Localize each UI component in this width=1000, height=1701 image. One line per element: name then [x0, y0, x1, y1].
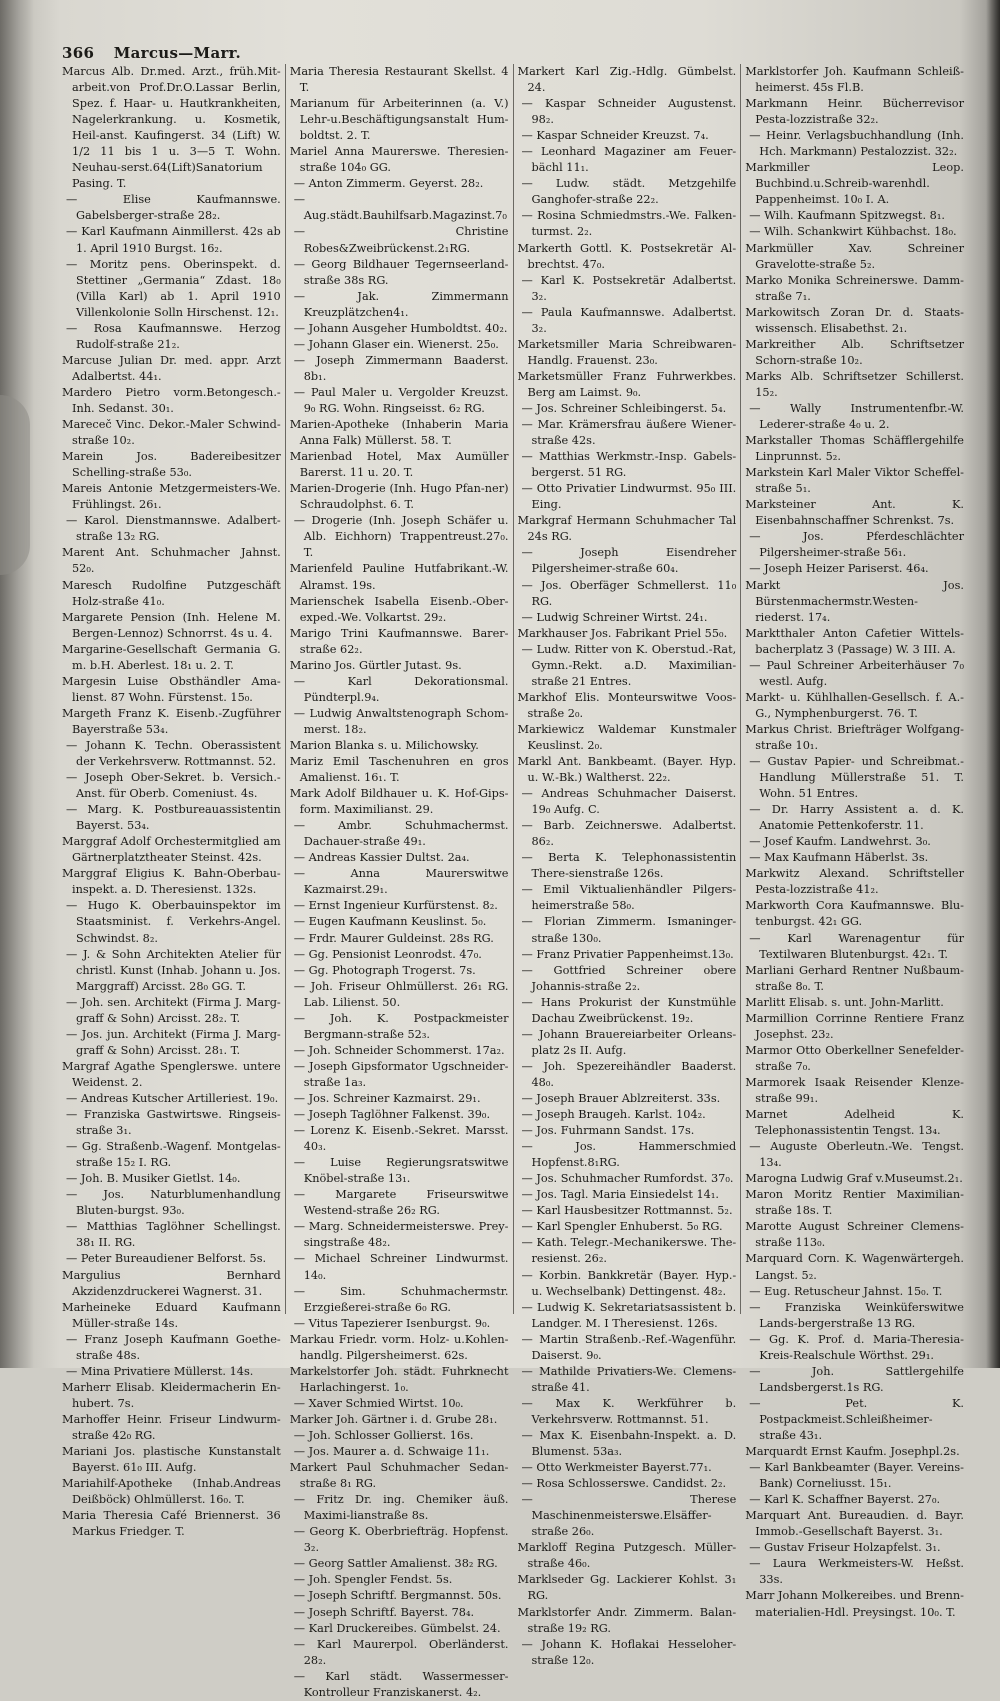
- directory-entry: Marcuse Julian Dr. med. appr. Arzt Adalbertst. 44₁.: [62, 353, 281, 383]
- directory-entry: — Karl Hausbesitzer Rottmannst. 5₂.: [521, 1204, 733, 1218]
- directory-entry: Marotte August Schreiner Clemens-straße 113₀.: [745, 1220, 964, 1250]
- spine-shadow: [0, 0, 34, 1368]
- directory-entry: Marko Monika Schreinerswe. Damm-straße 7₁.: [745, 273, 964, 303]
- directory-entry: — Jos. Maurer a. d. Schwaige 11₁.: [293, 1445, 490, 1459]
- directory-entry: — Wilh. Schankwirt Kühbachst. 18₀.: [749, 225, 957, 239]
- directory-entry: — Anna Maurerswitwe Kazmairst.29₁.: [293, 867, 509, 897]
- directory-entry: — Josef Kaufm. Landwehrst. 3₀.: [749, 835, 931, 849]
- directory-entry: — Therese Maschinenmeisterswe.Elsäffer-straße 26₀.: [521, 1493, 737, 1539]
- directory-entry: — Max Kaufmann Häberlst. 3s.: [749, 851, 929, 865]
- directory-entry: — Kath. Telegr.-Mechanikerswe. The-resienst. 26₂.: [521, 1236, 737, 1266]
- directory-entry: — Luise Regierungsratswitwe Knöbel-straße 13₁.: [293, 1156, 509, 1186]
- directory-entry: — Aug.städt.Bauhilfsarb.Magazinst.7₀: [293, 193, 507, 223]
- directory-entry: — Johann Glaser ein. Wienerst. 25₀.: [293, 337, 499, 351]
- directory-entry: — Gg. Straßenb.-Wagenf. Montgelas-straße 15₂ I. RG.: [66, 1140, 281, 1170]
- directory-entry: Mariani Jos. plastische Kunstanstalt Bayerst. 61₀ III. Aufg.: [62, 1445, 281, 1475]
- column-4: [740, 64, 964, 1619]
- binding-tab: [0, 395, 30, 575]
- directory-entry: — Joh. Schlosser Gollierst. 16s.: [293, 1428, 474, 1442]
- directory-entry: — Johann K. Hoflakai Hesseloher-straße 12₀.: [521, 1637, 737, 1667]
- directory-entry: Markiewicz Waldemar Kunstmaler Keuslinst. 2₀.: [517, 722, 737, 752]
- directory-entry: — Joh. Spengler Fendst. 5s.: [293, 1573, 453, 1587]
- directory-entry: — Joseph Gipsformator Ugschneider-straße 1a₃.: [293, 1059, 509, 1089]
- directory-entry: — Peter Bureaudiener Belforst. 5s.: [66, 1252, 267, 1266]
- directory-entry: Marienbad Hotel, Max Aumüller Barerst. 11 u. 20. T.: [289, 450, 509, 480]
- directory-entry: — Matthias Werkmstr.-Insp. Gabels-bergerst. 51 RG.: [521, 450, 737, 480]
- directory-entry: — Karl Kaufmann Ainmillerst. 42s ab 1. April 1910 Burgst. 16₂.: [66, 225, 281, 255]
- directory-entry: — Joseph Ober-Sekret. b. Versich.-Anst. für Oberb. Comeniust. 4s.: [66, 771, 281, 801]
- directory-entry: — Ludw. städt. Metzgehilfe Ganghofer-straße 22₂.: [521, 177, 737, 207]
- directory-entry: — Jos. Oberfäger Schmellerst. 11₀ RG.: [521, 578, 737, 608]
- directory-entry: Marklstorfer Joh. Kaufmann Schleiß-heimerst. 45s Fl.B.: [745, 65, 964, 95]
- directory-entry: — Christine Robes&Zweibrückenst.2₁RG.: [293, 225, 509, 255]
- directory-entry: — Karl Warenagentur für Textilwaren Blutenburgst. 42₁. T.: [749, 931, 964, 961]
- directory-entry: — Georg Bildhauer Tegernseerland-straße 38s RG.: [293, 257, 509, 287]
- directory-entry: — Leonhard Magaziner am Feuer-bächl 11₁.: [521, 145, 737, 175]
- directory-entry: — Karl K. Schaffner Bayerst. 27₀.: [749, 1493, 941, 1507]
- directory-entry: Marr Johann Molkereibes. und Brenn-materialien-Hdl. Preysingst. 10₀. T.: [745, 1589, 964, 1619]
- directory-entry: — Laura Werkmeisters-W. Heßst. 33s.: [749, 1557, 964, 1587]
- directory-entry: — Franz Privatier Pappenheimst.13₀.: [521, 947, 734, 961]
- directory-entry: — Joh. B. Musiker Gietlst. 14₀.: [66, 1172, 241, 1186]
- directory-entry: — Jos. Schuhmacher Rumfordst. 37₀.: [521, 1172, 734, 1186]
- directory-entry: Markstein Karl Maler Viktor Scheffel-straße 5₁.: [745, 466, 964, 496]
- directory-entry: — Franziska Gastwirtswe. Ringseis-straße 3₁.: [66, 1108, 281, 1138]
- directory-entry: — Kaspar Schneider Kreuzst. 7₄.: [521, 129, 709, 143]
- directory-entry: Marheineke Eduard Kaufmann Müller-straße 14s.: [62, 1300, 281, 1330]
- directory-entry: — Joseph Taglöhner Falkenst. 39₀.: [293, 1108, 491, 1122]
- directory-entry: Margesin Luise Obsthändler Ama-lienst. 87 Wohn. Fürstenst. 15₀.: [62, 674, 281, 704]
- directory-entry: — Frdr. Maurer Guldeinst. 28s RG.: [293, 931, 494, 945]
- directory-entry: — Karl Dekorationsmal. Pündterpl.9₄.: [293, 674, 509, 704]
- directory-entry: Marienschek Isabella Eisenb.-Ober-exped.-We. Volkartst. 29₂.: [289, 594, 509, 624]
- directory-entry: Marhoffer Heinr. Friseur Lindwurm-straße 42₀ RG.: [62, 1412, 281, 1442]
- directory-entry: Margarete Pension (Inh. Helene M. Bergen-Lennoz) Schnorrst. 4s u. 4.: [62, 610, 281, 640]
- directory-entry: — Joseph Heizer Pariserst. 46₄.: [749, 562, 929, 576]
- directory-entry: Marcus Alb. Dr.med. Arzt., früh.Mit-arbeit.von Prof.Dr.O.Lassar Berlin, Spez. f. Haar- u. Hautkrankheiten, Nagelerkrankung. u. Kosmetik, Heil-anst. Kaufingerst. 34 (Lift) W. 1/2 11 bis 1 u. 3—5 T. Wohn. Neuhau-serst.64(Lift)Sanatorium Pasing. T.: [62, 65, 281, 191]
- directory-entry: Markl Ant. Bankbeamt. (Bayer. Hyp. u. W.-Bk.) Waltherst. 22₂.: [517, 755, 737, 785]
- directory-entry: Margeth Franz K. Eisenb.-Zugführer Bayerstraße 53₄.: [62, 706, 281, 736]
- directory-entry: Marklstorfer Andr. Zimmerm. Balan-straße 19₂ RG.: [517, 1605, 737, 1635]
- directory-entry: — Franziska Weinküferswitwe Lands-bergerstraße 13 RG.: [749, 1300, 964, 1330]
- directory-entry: — Elise Kaufmannswe. Gabelsberger-straße 28₂.: [66, 193, 281, 223]
- directory-entry: — Johann K. Techn. Oberassistent der Verkehrsverw. Rottmannst. 52.: [66, 738, 281, 769]
- directory-entry: — Karl städt. Wassermesser-Kontrolleur Franziskanerst. 4₂.: [293, 1669, 509, 1699]
- directory-entry: Marent Ant. Schuhmacher Jahnst. 52₀.: [62, 546, 281, 576]
- directory-entry: Marianum für Arbeiterinnen (a. V.) Lehr-u.Beschäftigungsanstalt Hum-boldtst. 2. T.: [289, 97, 509, 143]
- directory-entry: Mariahilf-Apotheke (Inhab.Andreas Deißböck) Ohlmüllerst. 16₀. T.: [62, 1477, 281, 1507]
- directory-entry: — Joh. Friseur Ohlmüllerst. 26₁ RG. Lab. Lilienst. 50.: [293, 979, 509, 1009]
- directory-entry: Markowitsch Zoran Dr. d. Staats-wissensch. Elisabethst. 2₁.: [745, 305, 964, 335]
- directory-entry: — Gg. Photograph Trogerst. 7s.: [293, 963, 476, 977]
- directory-entry: — Jos. Fuhrmann Sandst. 17s.: [521, 1124, 695, 1138]
- directory-entry: — Max K. Werkführer b. Verkehrsverw. Rottmannst. 51.: [521, 1396, 737, 1426]
- directory-entry: Margarine-Gesellschaft Germania G. m. b.H. Aberlest. 18₁ u. 2. T.: [62, 642, 281, 672]
- directory-entry: — Joseph Braugeh. Karlst. 104₂.: [521, 1108, 706, 1122]
- directory-entry: Markhauser Jos. Fabrikant Priel 55₀.: [517, 626, 728, 640]
- directory-entry: — Mathilde Privatiers-We. Clemens-straße 41.: [521, 1364, 737, 1394]
- directory-entry: — Andreas Schuhmacher Daiserst. 19₀ Aufg. C.: [521, 787, 737, 817]
- directory-entry: Mareceč Vinc. Dekor.-Maler Schwind-straße 10₂.: [62, 418, 281, 448]
- directory-entry: Marksteiner Ant. K. Eisenbahnschaffner Schrenkst. 7s.: [745, 498, 964, 528]
- directory-entry: Marnet Adelheid K. Telephonassistentin Tengst. 13₄.: [745, 1108, 964, 1138]
- directory-entry: — Pet. K. Postpackmeist.Schleißheimer-straße 43₁.: [749, 1396, 964, 1442]
- directory-entry: Markgraf Hermann Schuhmacher Tal 24s RG.: [517, 514, 737, 544]
- directory-entry: Marlitt Elisab. s. unt. John-Marlitt.: [745, 995, 944, 1009]
- directory-entry: — Ludwig Anwaltstenograph Schom-merst. 18₂.: [293, 706, 509, 736]
- directory-entry: — Sim. Schuhmachermstr. Erzgießerei-straße 6₀ RG.: [293, 1284, 509, 1314]
- directory-entry: Marogna Ludwig Graf v.Museumst.2₁.: [745, 1172, 963, 1186]
- directory-entry: — Korbin. Bankkretär (Bayer. Hyp.- u. Wechselbank) Dettingenst. 48₂.: [521, 1268, 737, 1298]
- directory-entry: Marks Alb. Schriftsetzer Schillerst. 15₂.: [745, 369, 964, 399]
- directory-entry: Marino Jos. Gürtler Jutast. 9s.: [289, 658, 462, 672]
- directory-entry: — Jos. Hammerschmied Hopfenst.8₁RG.: [521, 1140, 737, 1170]
- directory-entry: Marien-Apotheke (Inhaberin Maria Anna Falk) Müllerst. 58. T.: [289, 418, 509, 448]
- directory-entry: Markmiller Leop. Buchbind.u.Schreib-warenhdl. Pappenheimst. 10₀ I. A.: [745, 161, 964, 207]
- directory-entry: Markert Paul Schuhmacher Sedan-straße 8₁ RG.: [289, 1461, 509, 1491]
- directory-entry: — Joh. K. Postpackmeister Bergmann-straße 52₃.: [293, 1011, 509, 1041]
- directory-entry: Maresch Rudolfine Putzgeschäft Holz-straße 41₀.: [62, 578, 281, 608]
- directory-entry: — Rosa Kaufmannswe. Herzog Rudolf-straße 21₂.: [66, 321, 281, 351]
- directory-entry: — Andreas Kassier Dultst. 2a₄.: [293, 851, 470, 865]
- directory-entry: — Karl Maurerpol. Oberländerst. 28₂.: [293, 1637, 509, 1667]
- directory-entry: — Matthias Taglöhner Schellingst. 38₁ II. RG.: [66, 1220, 281, 1250]
- directory-entry: — Joh. Schneider Schommerst. 17a₂.: [293, 1043, 505, 1057]
- directory-entry: Marion Blanka s. u. Milichowsky.: [289, 738, 479, 752]
- directory-entry: Marienfeld Pauline Hutfabrikant.-W. Alramst. 19s.: [289, 562, 509, 592]
- directory-entry: — Mar. Krämersfrau äußere Wiener-straße 42s.: [521, 418, 737, 448]
- directory-entry: — Dr. Harry Assistent a. d. K. Anatomie Pettenkoferstr. 11.: [749, 803, 964, 833]
- directory-entry: — Jos. jun. Architekt (Firma J. Marg-graff & Sohn) Arcisst. 28₁. T.: [66, 1027, 281, 1057]
- directory-entry: Markmüller Xav. Schreiner Gravelotte-straße 5₂.: [745, 241, 964, 271]
- directory-entry: — Franz Joseph Kaufmann Goethe-straße 48s.: [66, 1332, 281, 1362]
- page-number: 366: [62, 44, 95, 62]
- directory-entry: — Auguste Oberleutn.-We. Tengst. 13₄.: [749, 1140, 964, 1170]
- directory-entry: Marmor Otto Oberkellner Senefelder-straße 7₀.: [745, 1043, 964, 1073]
- directory-entry: — Mina Privatiere Müllerst. 14s.: [66, 1364, 254, 1378]
- directory-entry: — Jos. Naturblumenhandlung Bluten-burgst. 93₀.: [66, 1188, 281, 1218]
- directory-entry: — Michael Schreiner Lindwurmst. 14₀.: [293, 1252, 509, 1282]
- directory-entry: — Gottfried Schreiner obere Johannis-straße 2₂.: [521, 963, 737, 993]
- directory-entry: — Fritz Dr. ing. Chemiker äuß. Maximi-lianstraße 8s.: [293, 1493, 509, 1523]
- directory-entry: Markelstorfer Joh. städt. Fuhrknecht Harlachingerst. 1₀.: [289, 1364, 509, 1394]
- directory-entry: — Johann Brauereiarbeiter Orleans-platz 2s II. Aufg.: [521, 1027, 737, 1057]
- directory-entry: — Gustav Papier- und Schreibmat.-Handlung Müllerstraße 51. T. Wohn. 51 Entres.: [749, 755, 964, 801]
- directory-entry: — Ludw. Ritter von K. Oberstud.-Rat, Gymn.-Rekt. a.D. Maximilian-straße 21 Entres.: [521, 642, 737, 688]
- directory-entry: — Joh. Spezereihändler Baaderst. 48₀.: [521, 1059, 737, 1089]
- directory-entry: — Joseph Eisendreher Pilgersheimer-straße 60₄.: [521, 546, 737, 576]
- directory-entry: — Marg. K. Postbureauassistentin Bayerst. 53₄.: [66, 803, 281, 833]
- directory-entry: Markerth Gottl. K. Postsekretär Al-brechtst. 47₀.: [517, 241, 737, 271]
- directory-entry: Margraf Agathe Spenglerswe. untere Weidenst. 2.: [62, 1059, 281, 1089]
- directory-entry: Marien-Drogerie (Inh. Hugo Pfan-ner) Schraudolphst. 6. T.: [289, 482, 509, 512]
- directory-entry: Marggraf Adolf Orchestermitglied am Gärtnerplatztheater Steinst. 42s.: [62, 835, 281, 865]
- directory-entry: Markert Karl Zig.-Hdlg. Gümbelst. 24.: [517, 65, 737, 95]
- directory-entry: — Jos. Tagl. Maria Einsiedelst 14₁.: [521, 1188, 719, 1202]
- directory-entry: — Ernst Ingenieur Kurfürstenst. 8₂.: [293, 899, 498, 913]
- directory-entry: — Rosina Schmiedmstrs.-We. Falken-turmst. 2₂.: [521, 209, 737, 239]
- directory-entry: — Barb. Zeichnerswe. Adalbertst. 86₂.: [521, 819, 737, 849]
- directory-entry: — Karl K. Postsekretär Adalbertst. 3₂.: [521, 273, 737, 303]
- directory-entry: — Jos. Schreiner Kazmairst. 29₁.: [293, 1092, 481, 1105]
- directory-entry: — Xaver Schmied Wirtst. 10₀.: [293, 1396, 464, 1410]
- directory-entry: — Kaspar Schneider Augustenst. 98₂.: [521, 97, 737, 127]
- directory-entry: — Joh. sen. Architekt (Firma J. Marg-graff & Sohn) Arcisst. 28₂. T.: [66, 995, 281, 1025]
- directory-entry: — Hans Prokurist der Kunstmühle Dachau Zweibrückenst. 19₂.: [521, 995, 737, 1025]
- directory-entry: Marmorek Isaak Reisender Klenze-straße 99₁.: [745, 1075, 964, 1105]
- directory-entry: Marktthaler Anton Cafetier Wittels-bacherplatz 3 (Passage) W. 3 III. A.: [745, 626, 964, 656]
- directory-entry: Markwitz Alexand. Schriftsteller Pesta-lozzistraße 41₂.: [745, 867, 964, 897]
- directory-entry: Maria Theresia Restaurant Skellst. 4 T.: [289, 65, 509, 95]
- directory-entry: Marklseder Gg. Lackierer Kohlst. 3₁ RG.: [517, 1573, 737, 1603]
- directory-entry: Marmillion Corrinne Rentiere Franz Josephst. 23₂.: [745, 1011, 964, 1041]
- directory-entry: Markt Jos. Bürstenmachermstr.Westen-riederst. 17₄.: [745, 578, 964, 624]
- directory-entry: — Jos. Pferdeschlächter Pilgersheimer-straße 56₁.: [749, 530, 964, 560]
- directory-entry: — Joseph Zimmermann Baaderst. 8b₁.: [293, 353, 509, 383]
- directory-entry: — Emil Viktualienhändler Pilgers-heimerstraße 58₀.: [521, 883, 737, 913]
- directory-entry: Markreither Alb. Schriftsetzer Schorn-straße 10₂.: [745, 337, 964, 367]
- directory-entry: — Paul Schreiner Arbeiterhäuser 7₀ westl. Aufg.: [749, 658, 964, 688]
- directory-entry: Markhof Elis. Monteurswitwe Voos-straße 2₀.: [517, 690, 737, 720]
- page-edge: [986, 0, 1000, 1368]
- directory-entry: Mariz Emil Taschenuhren en gros Amalienst. 16₁. T.: [289, 755, 509, 785]
- directory-entry: Marketsmiller Maria Schreibwaren-Handlg. Frauenst. 23₀.: [517, 337, 737, 367]
- directory-entry: — Max K. Eisenbahn-Inspekt. a. D. Blumenst. 53a₃.: [521, 1428, 737, 1459]
- directory-entry: Marggraf Eligius K. Bahn-Oberbau-inspekt. a. D. Theresienst. 132s.: [62, 867, 281, 897]
- directory-entry: — Eugen Kaufmann Keuslinst. 5₀.: [293, 915, 487, 929]
- directory-entry: — Margarete Friseurswitwe Westend-straße 26₂ RG.: [293, 1188, 509, 1218]
- directory-entry: — Berta K. Telephonassistentin There-sienstraße 126s.: [521, 851, 737, 881]
- directory-entry: — Jos. Schreiner Schleibingerst. 5₄.: [521, 401, 727, 415]
- directory-entry: — Joseph Schriftf. Bergmannst. 50s.: [293, 1589, 502, 1603]
- directory-entry: — Karl Bankbeamter (Bayer. Vereins-Bank) Corneliusst. 15₁.: [749, 1461, 964, 1491]
- directory-entry: — Marg. Schneidermeisterswe. Prey-singstraße 48₂.: [293, 1220, 509, 1250]
- directory-entry: — Vitus Tapezierer Isenburgst. 9₀.: [293, 1316, 491, 1330]
- directory-entry: — Rosa Schlosserswe. Candidst. 2₂.: [521, 1477, 727, 1491]
- directory-entry: — Joh. Sattlergehilfe Landsbergerst.1s RG.: [749, 1364, 964, 1394]
- directory-entry: Markloff Regina Putzgesch. Müller-straße 46₀.: [517, 1541, 737, 1571]
- column-2: [285, 64, 509, 1699]
- column-1: [62, 64, 281, 1539]
- columns: [62, 64, 964, 1699]
- directory-entry: Marquardt Ernst Kaufm. Josephpl.2s.: [745, 1445, 960, 1459]
- directory-entry: — Paul Maler u. Vergolder Kreuzst. 9₀ RG. Wohn. Ringseisst. 6₂ RG.: [293, 385, 509, 415]
- column-3: [513, 64, 737, 1667]
- directory-entry: Markt- u. Kühlhallen-Gesellsch. f. A.-G., Nymphenburgerst. 76. T.: [745, 690, 964, 720]
- directory-entry: Markus Christ. Briefträger Wolfgang-straße 10₁.: [745, 722, 964, 752]
- directory-entry: Mariel Anna Maurerswe. Theresien-straße 104₀ GG.: [289, 145, 509, 175]
- directory-entry: Markmann Heinr. Bücherrevisor Pesta-lozzistraße 32₂.: [745, 97, 964, 127]
- directory-entry: Mareis Antonie Metzgermeisters-We. Frühlingst. 26₁.: [62, 482, 281, 512]
- directory-entry: Markau Friedr. vorm. Holz- u.Kohlen-handlg. Pilgersheimerst. 62s.: [289, 1332, 509, 1362]
- directory-entry: Marigo Trini Kaufmannswe. Barer-straße 62₂.: [289, 626, 509, 656]
- directory-entry: — Gustav Friseur Holzapfelst. 3₁.: [749, 1541, 941, 1555]
- directory-entry: — Moritz pens. Oberinspekt. d. Stettiner „Germania“ Zdast. 18₀ (Villa Karl) ab 1. April 1910 Villenkolonie Solln Hirschenst. 12₁.: [66, 257, 281, 319]
- directory-entry: Marker Joh. Gärtner i. d. Grube 28₁.: [289, 1412, 498, 1426]
- page-header: [62, 44, 241, 66]
- directory-entry: — J. & Sohn Architekten Atelier für christl. Kunst (Inhab. Johann u. Jos. Marggraff) Arcisst. 28₀ GG. T.: [66, 947, 281, 993]
- directory-entry: — Karl Druckereibes. Gümbelst. 24.: [293, 1621, 501, 1635]
- directory-entry: — Joseph Schriftf. Bayerst. 78₄.: [293, 1605, 475, 1619]
- directory-entry: — Ludwig K. Sekretariatsassistent b. Landger. M. I Theresienst. 126s.: [521, 1300, 737, 1330]
- directory-entry: — Wilh. Kaufmann Spitzwegst. 8₁.: [749, 209, 945, 223]
- running-title: Marcus—Marr.: [113, 44, 242, 62]
- directory-entry: — Karl Spengler Enhuberst. 5₀ RG.: [521, 1220, 723, 1234]
- directory-entry: — Martin Straßenb.-Ref.-Wagenführ. Daiserst. 9₀.: [521, 1332, 737, 1362]
- directory-entry: — Hugo K. Oberbauinspektor im Staatsminist. f. Verkehrs-Angel. Schwindst. 8₂.: [66, 899, 281, 945]
- directory-entry: — Otto Werkmeister Bayerst.77₁.: [521, 1461, 712, 1475]
- directory-entry: — Johann Ausgeher Humboldtst. 40₂.: [293, 321, 508, 335]
- directory-entry: — Karol. Dienstmannswe. Adalbert-straße 13₂ RG.: [66, 514, 281, 544]
- directory-entry: — Heinr. Verlagsbuchhandlung (Inh. Hch. Markmann) Pestalozzist. 32₂.: [749, 129, 964, 159]
- directory-entry: — Jak. Zimmermann Kreuzplätzchen4₁.: [293, 289, 509, 319]
- directory-entry: — Georg Sattler Amalienst. 38₂ RG.: [293, 1557, 498, 1571]
- directory-entry: — Gg. Pensionist Leonrodst. 47₀.: [293, 947, 482, 961]
- directory-entry: — Wally Instrumentenfbr.-W. Lederer-straße 4₀ u. 2.: [749, 401, 964, 432]
- directory-entry: Marherr Elisab. Kleidermacherin En-hubert. 7s.: [62, 1380, 281, 1410]
- directory-entry: Maria Theresia Café Briennerst. 36 Markus Friedger. T.: [62, 1509, 281, 1539]
- directory-entry: Marein Jos. Badereibesitzer Schelling-straße 53₀.: [62, 450, 281, 480]
- directory-entry: — Paula Kaufmannswe. Adalbertst. 3₂.: [521, 305, 737, 335]
- directory-entry: Margulius Bernhard Akzidenzdruckerei Wagnerst. 31.: [62, 1268, 281, 1298]
- directory-entry: Markworth Cora Kaufmannswe. Blu-tenburgst. 42₁ GG.: [745, 899, 964, 929]
- directory-entry: — Ambr. Schuhmachermst. Dachauer-straße 49₁.: [293, 819, 509, 849]
- directory-entry: Marquard Corn. K. Wagenwärtergeh. Langst. 5₂.: [745, 1252, 964, 1282]
- directory-entry: Marquart Ant. Bureaudien. d. Bayr. Immob.-Gesellschaft Bayerst. 3₁.: [745, 1509, 964, 1539]
- directory-entry: — Otto Privatier Lindwurmst. 95₀ III. Eing.: [521, 482, 737, 512]
- directory-entry: — Eug. Retuscheur Jahnst. 15₀. T.: [749, 1284, 943, 1298]
- directory-entry: — Ludwig Schreiner Wirtst. 24₁.: [521, 610, 708, 624]
- directory-entry: — Joseph Brauer Ablzreiterst. 33s.: [521, 1092, 721, 1105]
- directory-entry: Mardero Pietro vorm.Betongesch.-Inh. Sedanst. 30₁.: [62, 385, 281, 415]
- directory-entry: — Drogerie (Inh. Joseph Schäfer u. Alb. Eichhorn) Trappentreust.27₀. T.: [293, 514, 509, 560]
- directory-entry: — Lorenz K. Eisenb.-Sekret. Marsst. 40₃.: [293, 1124, 509, 1154]
- directory-entry: — Andreas Kutscher Artilleriest. 19₀.: [66, 1092, 279, 1105]
- directory-entry: — Gg. K. Prof. d. Maria-Theresia-Kreis-Realschule Wörthst. 29₁.: [749, 1332, 964, 1362]
- directory-entry: Markstaller Thomas Schäfflergehilfe Linprunnst. 5₂.: [745, 434, 964, 464]
- directory-entry: — Anton Zimmerm. Geyerst. 28₂.: [293, 177, 484, 191]
- directory-entry: Mark Adolf Bildhauer u. K. Hof-Gips-form. Maximilianst. 29.: [289, 787, 509, 817]
- directory-entry: — Georg K. Oberbriefträg. Hopfenst. 3₂.: [293, 1525, 509, 1555]
- directory-entry: — Florian Zimmerm. Ismaninger-straße 130₀.: [521, 915, 737, 945]
- directory-entry: Maron Moritz Rentier Maximilian-straße 18s. T.: [745, 1188, 964, 1218]
- directory-entry: Marketsmüller Franz Fuhrwerkbes. Berg am Laimst. 9₀.: [517, 369, 737, 399]
- directory-entry: Marliani Gerhard Rentner Nußbaum-straße 8₀. T.: [745, 963, 964, 993]
